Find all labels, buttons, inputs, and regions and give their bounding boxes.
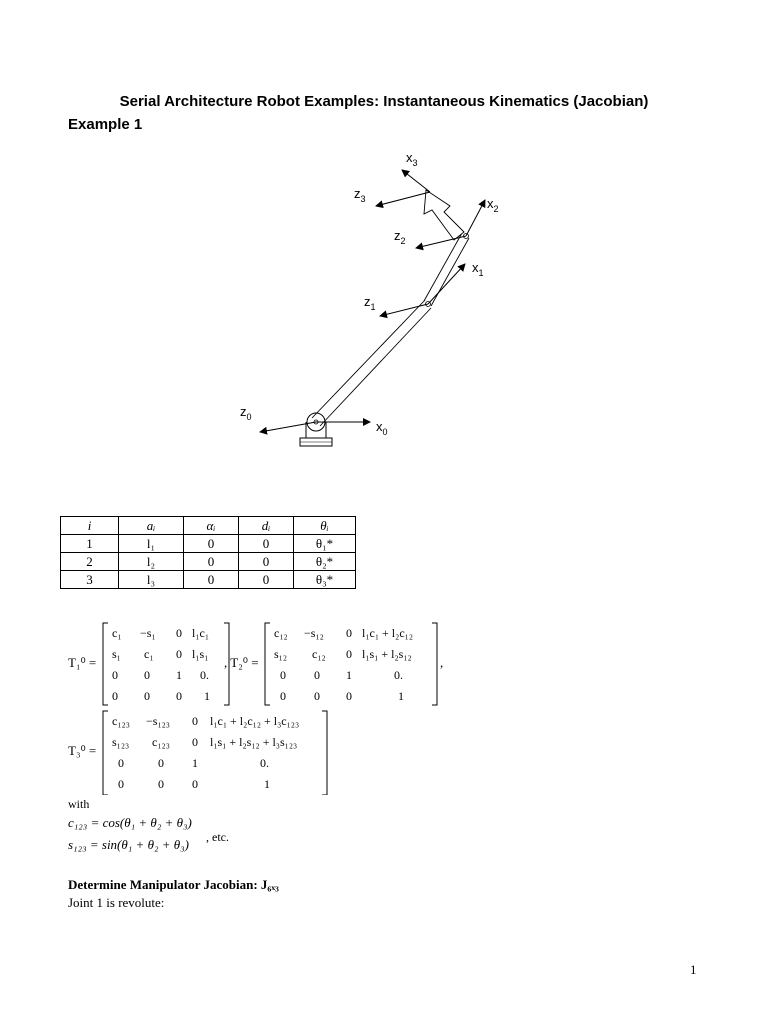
svg-text:0: 0 bbox=[176, 626, 182, 640]
svg-text:1: 1 bbox=[264, 777, 270, 791]
svg-text:l₁c₁ + l₂c₁₂ + l₃c₁₂₃: l₁c₁ + l₂c₁₂ + l₃c₁₂₃ bbox=[210, 714, 300, 728]
table-cell: 0 bbox=[184, 553, 239, 571]
svg-text:1: 1 bbox=[192, 756, 198, 770]
svg-text:−s₁₂₃: −s₁₂₃ bbox=[146, 714, 170, 728]
svg-text:−s₁: −s₁ bbox=[140, 626, 156, 640]
page-title: Serial Architecture Robot Examples: Instantaneous Kinematics (Jacobian) bbox=[119, 93, 649, 110]
svg-text:0: 0 bbox=[346, 689, 352, 703]
x3-label: $x_3$ bbox=[406, 150, 418, 168]
page-number: 1 bbox=[690, 962, 697, 977]
transformation-matrices bbox=[60, 615, 460, 795]
svg-text:,: , bbox=[440, 655, 444, 670]
table-cell: 1 bbox=[61, 535, 119, 553]
table-cell: 0 bbox=[184, 535, 239, 553]
x1-label: $x_1$ bbox=[472, 260, 484, 278]
t1-label: T₁⁰ = bbox=[68, 655, 97, 670]
svg-text:c₁: c₁ bbox=[144, 647, 154, 661]
svg-text:0: 0 bbox=[192, 735, 198, 749]
svg-text:0: 0 bbox=[314, 668, 320, 682]
svg-text:0.: 0. bbox=[260, 756, 269, 770]
table-cell: θ₂* bbox=[294, 553, 356, 571]
svg-text:0: 0 bbox=[280, 689, 286, 703]
svg-text:l₁s₁: l₁s₁ bbox=[192, 647, 209, 661]
t2-matrix bbox=[274, 626, 413, 703]
svg-text:0: 0 bbox=[158, 777, 164, 791]
dh-parameter-table bbox=[60, 516, 356, 589]
s123-definition: s₁₂₃ = sin(θ₁ + θ₂ + θ₃) bbox=[68, 837, 189, 852]
table-row bbox=[61, 535, 356, 553]
table-cell: l₂ bbox=[119, 553, 184, 571]
end-effector bbox=[424, 190, 464, 240]
svg-text:0: 0 bbox=[112, 668, 118, 682]
x2-axis bbox=[466, 200, 485, 236]
table-header: dᵢ bbox=[239, 517, 294, 535]
example-heading: Example 1 bbox=[68, 116, 143, 133]
z3-label: $z_3$ bbox=[354, 186, 366, 204]
x0-label: $x_0$ bbox=[376, 419, 388, 437]
table-cell: θ₃* bbox=[294, 571, 356, 589]
svg-text:l₁c₁ + l₂c₁₂: l₁c₁ + l₂c₁₂ bbox=[362, 626, 414, 640]
c123-definition: c₁₂₃ = cos(θ₁ + θ₂ + θ₃) bbox=[68, 815, 192, 830]
table-cell: 0 bbox=[239, 553, 294, 571]
svg-text:c₁₂₃: c₁₂₃ bbox=[152, 735, 170, 749]
svg-text:c₁₂: c₁₂ bbox=[312, 647, 326, 661]
z2-label: $z_2$ bbox=[394, 228, 406, 246]
svg-text:0: 0 bbox=[118, 777, 124, 791]
svg-text:−s₁₂: −s₁₂ bbox=[304, 626, 324, 640]
svg-text:s₁₂: s₁₂ bbox=[274, 647, 288, 661]
svg-text:c₁: c₁ bbox=[112, 626, 122, 640]
etc-text: , etc. bbox=[206, 830, 229, 844]
svg-text:0: 0 bbox=[192, 777, 198, 791]
t3-label: T₃⁰ = bbox=[68, 743, 97, 758]
svg-text:0: 0 bbox=[118, 756, 124, 770]
svg-text:0: 0 bbox=[176, 689, 182, 703]
svg-text:0: 0 bbox=[346, 626, 352, 640]
table-header: aᵢ bbox=[119, 517, 184, 535]
svg-text:0: 0 bbox=[158, 756, 164, 770]
svg-text:0: 0 bbox=[192, 714, 198, 728]
svg-text:l₁c₁: l₁c₁ bbox=[192, 626, 210, 640]
x3-axis bbox=[402, 170, 430, 192]
svg-text:1: 1 bbox=[176, 668, 182, 682]
table-header: θᵢ bbox=[294, 517, 356, 535]
table-cell: l₁ bbox=[119, 535, 184, 553]
svg-text:0: 0 bbox=[280, 668, 286, 682]
table-header: i bbox=[61, 517, 119, 535]
table-row bbox=[61, 553, 356, 571]
z0-label: $z_0$ bbox=[240, 404, 252, 422]
svg-text:1: 1 bbox=[398, 689, 404, 703]
table-cell: 0 bbox=[239, 571, 294, 589]
z0-axis bbox=[260, 422, 316, 432]
svg-text:c₁₂: c₁₂ bbox=[274, 626, 288, 640]
x2-label: $x_2$ bbox=[487, 196, 499, 214]
z2-axis bbox=[416, 236, 466, 248]
svg-text:0.: 0. bbox=[394, 668, 403, 682]
with-text: with bbox=[68, 797, 90, 811]
svg-text:0: 0 bbox=[144, 689, 150, 703]
svg-text:0: 0 bbox=[346, 647, 352, 661]
table-cell: 3 bbox=[61, 571, 119, 589]
svg-text:0: 0 bbox=[314, 689, 320, 703]
table-header: αᵢ bbox=[184, 517, 239, 535]
joint-description: Joint 1 is revolute: bbox=[68, 895, 165, 910]
table-row bbox=[61, 571, 356, 589]
svg-text:c₁₂₃: c₁₂₃ bbox=[112, 714, 130, 728]
t1-matrix bbox=[112, 626, 210, 703]
svg-text:s₁: s₁ bbox=[112, 647, 121, 661]
table-cell: 2 bbox=[61, 553, 119, 571]
svg-text:0: 0 bbox=[144, 668, 150, 682]
link-2 bbox=[424, 233, 462, 301]
svg-text:1: 1 bbox=[204, 689, 210, 703]
t3-matrix bbox=[112, 714, 299, 791]
svg-text:0.: 0. bbox=[200, 668, 209, 682]
z1-label: $z_1$ bbox=[364, 294, 376, 312]
link-1 bbox=[312, 300, 425, 418]
t2-label: , T₂⁰ = bbox=[224, 655, 259, 670]
svg-text:0: 0 bbox=[176, 647, 182, 661]
table-header-row bbox=[61, 517, 356, 535]
z3-axis bbox=[376, 192, 430, 206]
svg-text:l₁s₁ + l₂s₁₂: l₁s₁ + l₂s₁₂ bbox=[362, 647, 412, 661]
svg-text:l₁s₁ + l₂s₁₂ + l₃s₁₂₃: l₁s₁ + l₂s₁₂ + l₃s₁₂₃ bbox=[210, 735, 298, 749]
jacobian-heading: Determine Manipulator Jacobian: J₆ₓ₃ bbox=[68, 877, 279, 892]
svg-text:1: 1 bbox=[346, 668, 352, 682]
table-cell: θ₁* bbox=[294, 535, 356, 553]
table-cell: l₃ bbox=[119, 571, 184, 589]
table-cell: 0 bbox=[239, 535, 294, 553]
svg-text:s₁₂₃: s₁₂₃ bbox=[112, 735, 130, 749]
z1-axis bbox=[380, 304, 428, 316]
table-cell: 0 bbox=[184, 571, 239, 589]
svg-text:0: 0 bbox=[112, 689, 118, 703]
robot-arm-diagram bbox=[230, 148, 530, 458]
